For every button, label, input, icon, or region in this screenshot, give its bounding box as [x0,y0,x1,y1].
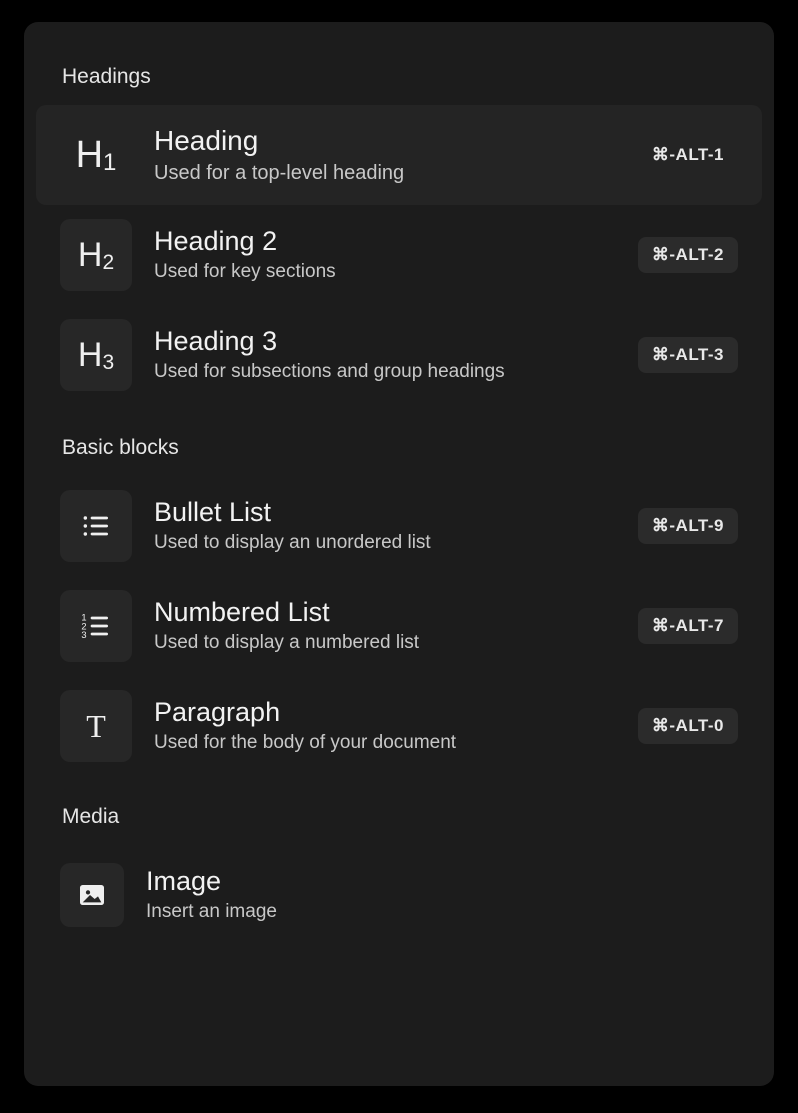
menu-item-shortcut: ⌘-ALT-3 [638,337,738,373]
image-icon [60,863,124,927]
menu-item-subtitle: Used for key sections [154,261,336,283]
bullet-list-icon [60,490,132,562]
heading-3-icon-level: 3 [102,351,115,374]
menu-item-numbered-list-text [154,597,638,655]
menu-item-bullet-list[interactable] [36,476,762,576]
section-label-basic-blocks: Basic blocks [62,436,179,459]
menu-item-shortcut: ⌘-ALT-0 [638,708,738,744]
menu-item-paragraph-text [154,697,638,755]
menu-item-title: Image [146,866,222,897]
menu-item-heading-2[interactable] [36,205,762,305]
menu-item-heading-2-text [154,226,638,284]
menu-item-heading-3-text [154,326,638,384]
section-headings-items [24,105,774,405]
menu-item-shortcut: ⌘-ALT-1 [651,145,724,164]
svg-text:2: 2 [81,621,87,632]
section-basic-blocks-items [24,476,774,776]
menu-item-title: Numbered List [154,597,330,628]
section-label-media: Media [62,805,120,828]
menu-item-subtitle: Insert an image [146,901,277,923]
numbered-list-icon [60,590,132,662]
menu-item-title: Heading [154,124,259,156]
menu-item-shortcut: ⌘-ALT-9 [638,508,738,544]
menu-item-shortcut: ⌘-ALT-2 [638,237,738,273]
heading-2-icon: $H_2$ [60,219,132,291]
heading-1-icon: $H_1$ [75,134,117,176]
menu-item-title: Paragraph [154,697,281,728]
heading-2-icon-level: 2 [102,251,115,274]
heading-1-icon-level: 1 [103,149,117,176]
section-label-headings: Headings [62,65,151,88]
menu-item-image-text [146,866,738,924]
svg-text:1: 1 [81,612,87,623]
menu-item-title: Heading 2 [154,226,278,257]
menu-item-shortcut: ⌘-ALT-7 [638,608,738,644]
section-media-items [24,845,774,945]
menu-item-numbered-list[interactable] [36,576,762,676]
block-type-menu [24,22,774,1086]
heading-3-icon: $H_3$ [60,319,132,391]
menu-item-subtitle: Used for subsections and group headings [154,361,505,383]
menu-item-heading-1[interactable] [36,105,762,205]
menu-item-bullet-list-text [154,497,638,555]
paragraph-icon: T [60,690,132,762]
menu-item-heading-3[interactable] [36,305,762,405]
menu-item-subtitle: Used for a top-level heading [154,162,405,185]
svg-text:3: 3 [81,630,87,640]
menu-item-subtitle: Used to display a numbered list [154,632,420,654]
menu-item-subtitle: Used for the body of your document [154,732,457,754]
menu-item-image[interactable] [36,845,762,945]
menu-item-title: Heading 3 [154,326,278,357]
menu-item-heading-1-text [154,125,638,185]
menu-item-paragraph[interactable] [36,676,762,776]
menu-item-title: Bullet List [154,497,272,528]
menu-item-subtitle: Used to display an unordered list [154,532,431,554]
